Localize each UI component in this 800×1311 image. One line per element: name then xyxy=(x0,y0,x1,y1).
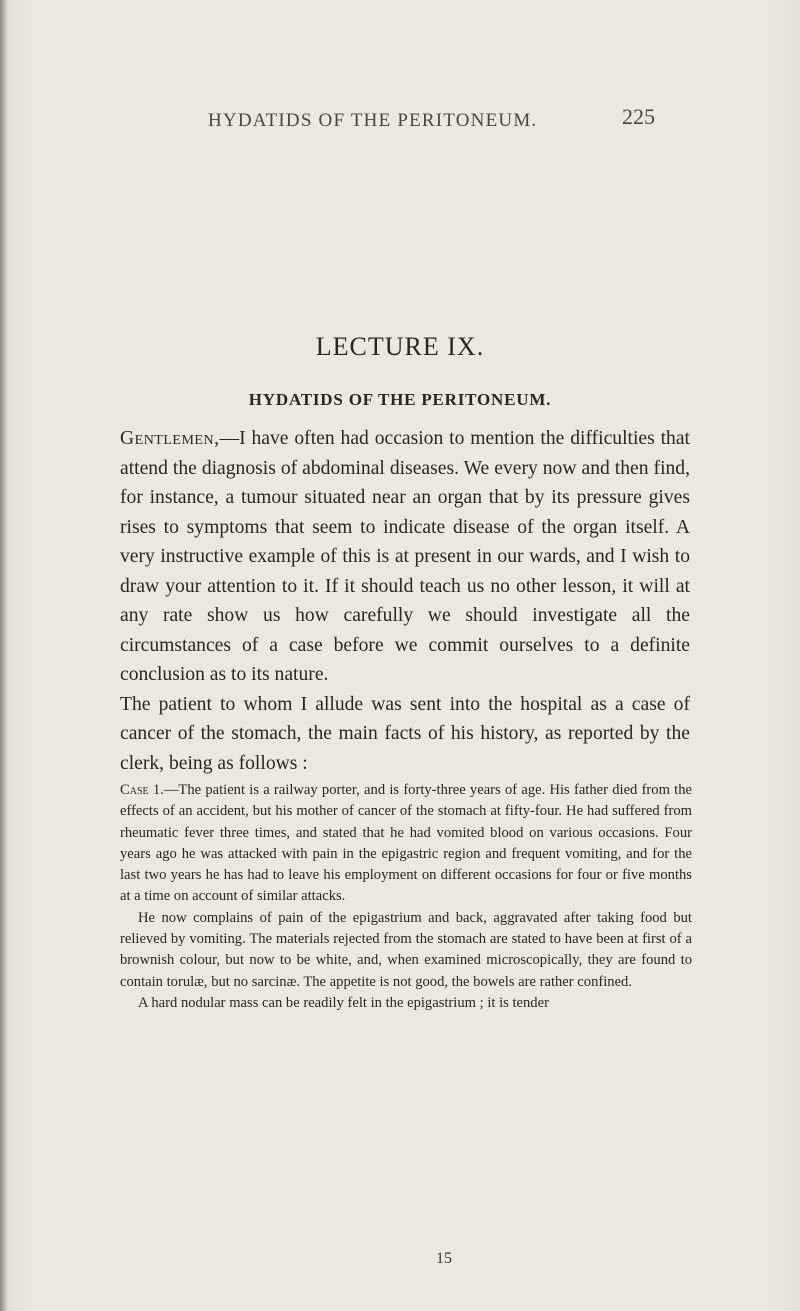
case-paragraph-1 xyxy=(120,780,692,908)
lecture-subtitle: HYDATIDS OF THE PERITONEUM. xyxy=(248,390,552,409)
running-head xyxy=(0,94,800,134)
page-number: 225 xyxy=(622,104,655,129)
paragraph-2: The patient to whom I allude was sent into the hospital as a case of cancer of the stomach, the main facts of his history, as reported by the clerk, being as follows : xyxy=(120,693,690,774)
case-paragraph-1-text: —The patient is a railway porter, and is forty-three years of age. His father died from the effects of an accident, but his mother of cancer of the stomach at fifty-four. He had suffered from rheumatic fever three times, and stated that he had vomited blood on various occasions. Four years ago he was attacked with pain in the epigastric region and frequent vomiting, and for the last two years he has had to leave his employment on different occasions for four or five months at a time on account of similar attacks. xyxy=(120,782,692,905)
paragraph-1 xyxy=(120,424,690,690)
case-paragraph-3: A hard nodular mass can be readily felt in the epigastrium ; it is tender xyxy=(138,994,549,1011)
paragraph-1-text: —I have often had occasion to mention the difficulties that attend the diagnosis of abdominal diseases. We every now and then find, for instance, a tumour situated near an organ that by its pressure gives rises to symptoms that seem to indicate disease of the organ itself. A very instructive example of this is at present in our wards, and I wish to draw your attention to it. If it should teach us no other lesson, it will at any rate show us how carefully we should investigate all the circumstances of a case before we commit ourselves to a definite conclusion as to its nature. xyxy=(120,428,690,685)
page-binding-edge xyxy=(0,0,8,1311)
case-paragraph-2: He now complains of pain of the epigastrium and back, aggravated after taking food but relieved by vomiting. The materials rejected from the stomach are stated to have been at first of a brownish colour, but now to be white, and, when examined microscopically, they are found to contain torulæ, but no sarcinæ. The appetite is not good, the bowels are rather confined. xyxy=(120,909,692,990)
running-title: HYDATIDS OF THE PERITONEUM. xyxy=(208,110,538,131)
salutation: Gentlemen, xyxy=(120,428,220,449)
printer-signature-mark: 15 xyxy=(436,1250,452,1267)
lecture-title: LECTURE IX. xyxy=(315,332,485,361)
lecture-body xyxy=(120,424,690,778)
case-label: Case 1. xyxy=(120,782,164,798)
case-report xyxy=(120,780,692,1014)
